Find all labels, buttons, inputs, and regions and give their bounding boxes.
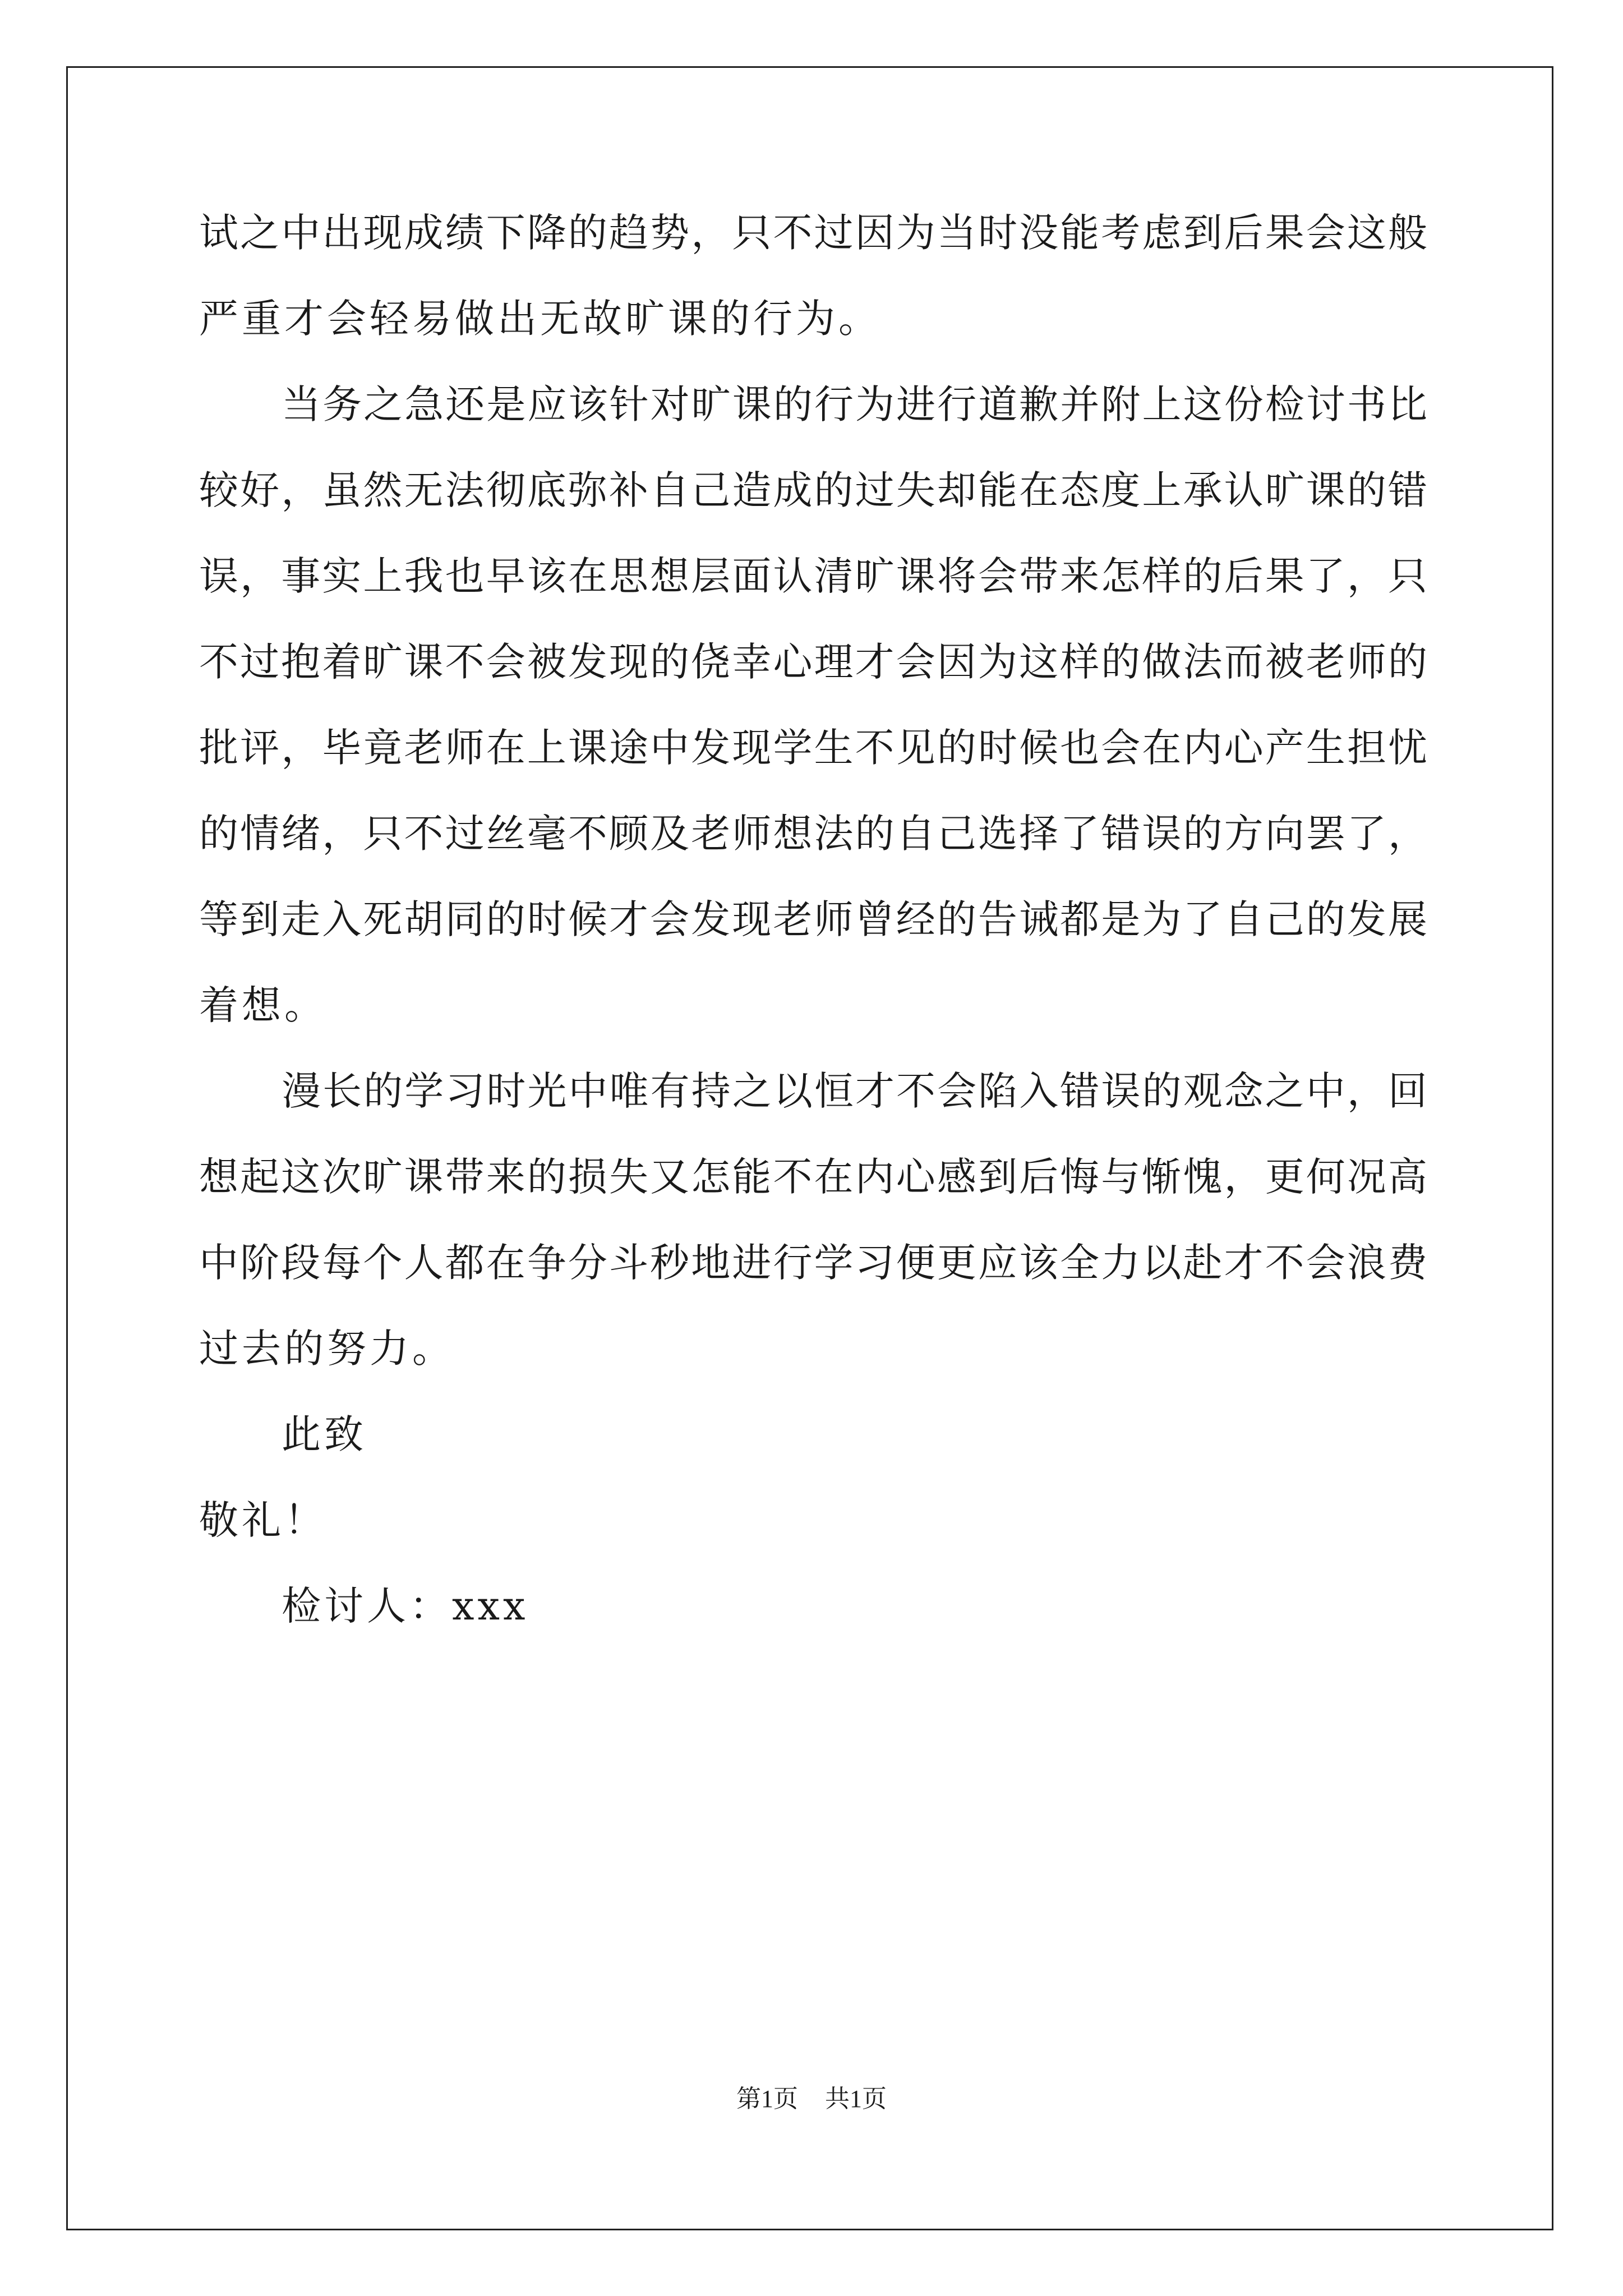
text-line: 的情绪，只不过丝毫不顾及老师想法的自己选择了错误的方向罢了， — [199, 811, 1427, 857]
text-line: 较好，虽然无法彻底弥补自己造成的过失却能在态度上承认旷课的错 — [199, 467, 1427, 513]
page-footer — [0, 2087, 1623, 2111]
text-line: 过去的努力。 — [199, 1326, 455, 1372]
page-number-current: 第1页 — [736, 2085, 798, 2113]
text-line: 试之中出现成绩下降的趋势，只不过因为当时没能考虑到后果会这般 — [199, 210, 1427, 256]
page-number-total: 共1页 — [825, 2085, 887, 2113]
document-body — [199, 210, 1427, 1672]
closing-regards: 敬礼！ — [199, 1497, 327, 1543]
text-line: 误，事实上我也早该在思想层面认清旷课将会带来怎样的后果了，只 — [199, 553, 1427, 599]
text-line: 漫长的学习时光中唯有持之以恒才不会陷入错误的观念之中，回 — [282, 1068, 1427, 1114]
closing-salutation: 此致 — [282, 1411, 367, 1457]
text-line: 中阶段每个人都在争分斗秒地进行学习便更应该全力以赴才不会浪费 — [199, 1240, 1427, 1286]
text-line: 着想。 — [199, 982, 327, 1028]
text-line: 当务之急还是应该针对旷课的行为进行道歉并附上这份检讨书比 — [282, 381, 1427, 427]
text-line: 严重才会轻易做出无故旷课的行为。 — [199, 296, 881, 342]
text-line: 等到走入死胡同的时候才会发现老师曾经的告诫都是为了自己的发展 — [199, 896, 1427, 942]
text-line: 不过抱着旷课不会被发现的侥幸心理才会因为这样的做法而被老师的 — [199, 639, 1427, 685]
text-line: 想起这次旷课带来的损失又怎能不在内心感到后悔与惭愧，更何况高 — [199, 1154, 1427, 1200]
text-line: 批评，毕竟老师在上课途中发现学生不见的时候也会在内心产生担忧 — [199, 725, 1427, 771]
signature-line: 检讨人：xxx — [282, 1583, 529, 1629]
